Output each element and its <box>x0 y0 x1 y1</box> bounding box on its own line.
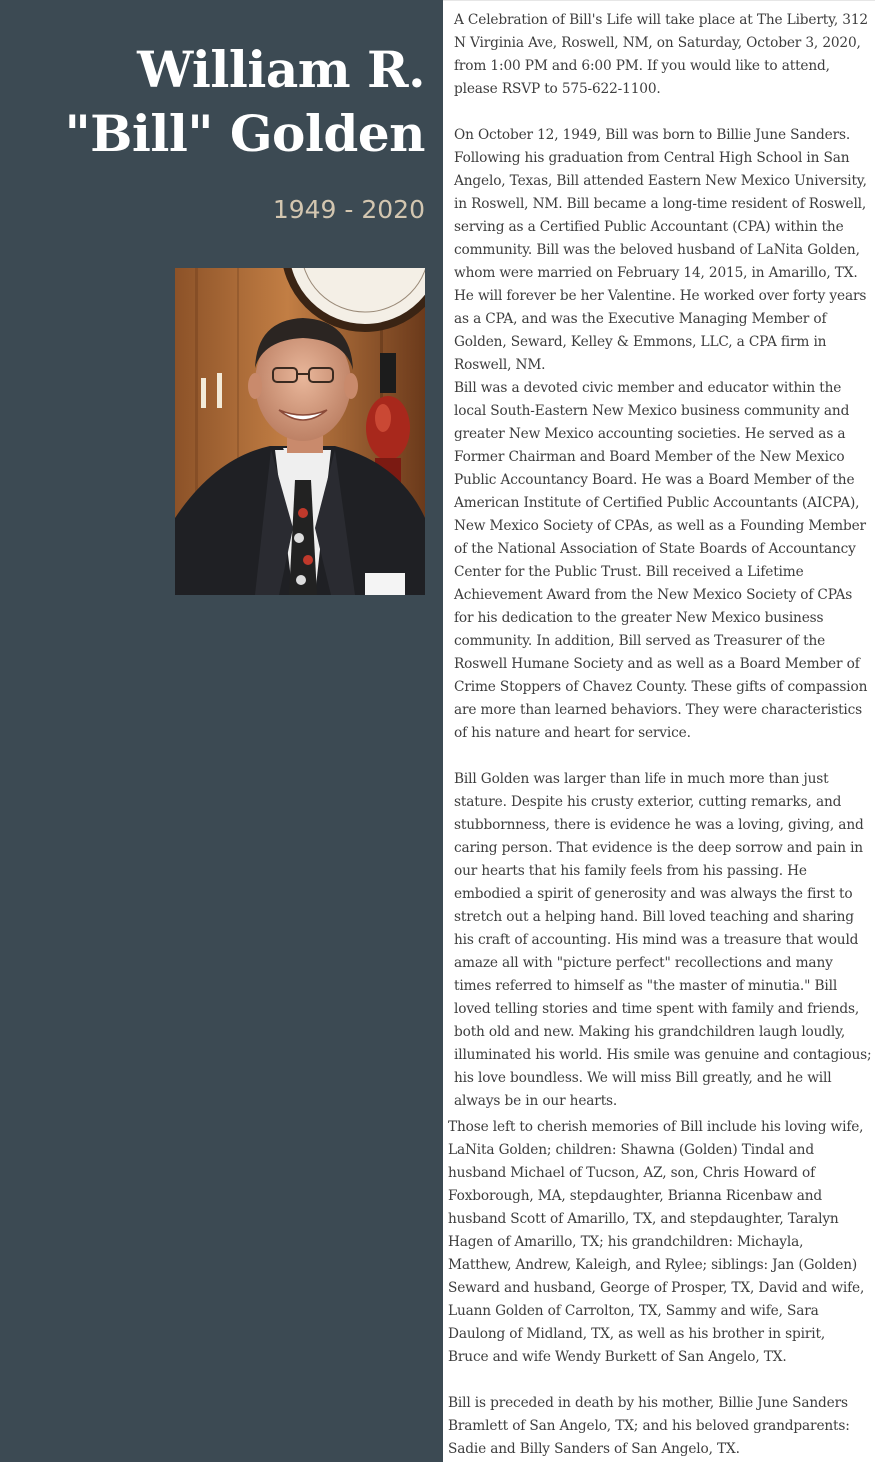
biography-paragraph: On October 12, 1949, Bill was born to Billie June Sanders. Following his graduation from Central High School in San Angelo, Texas, Bill attended Eastern New Mexico University, in Roswell, NM. Bill became a long-time resident of Roswell, serving as a Certified Public Accountant (CPA) within the community. Bill was the beloved husband of LaNita Golden, whom were married on February 14, 2015, in Amarillo, TX. He will forever be her Valentine. He worked over forty years as a CPA, and was the Executive Managing Member of Golden, Seward, Kelley & Emmons, LLC, a CPA firm in Roswell, NM. <box>454 127 867 373</box>
character-paragraph: Bill Golden was larger than life in much more than just stature. Despite his crusty exterior, cutting remarks, and stubbornness, there is evidence he was a loving, giving, and caring person. That evidence is the deep sorrow and pain in our hearts that his family feels from his passing. He embodied a spirit of generosity and was always the first to stretch out a helping hand. Bill loved teaching and sharing his craft of accounting. His mind was a treasure that would amaze all with "picture perfect" recollections and many times referred to himself as "the master of minutia." Bill loved telling stories and time spent with family and friends, both old and new. Making his grandchildren laugh loudly, illuminated his world. His smile was genuine and contagious; his love boundless. We will miss Bill greatly, and he will always be in our hearts. <box>454 771 872 1109</box>
obituary-text <box>443 0 875 1462</box>
portrait-photo <box>175 268 425 595</box>
civic-service-paragraph: Bill was a devoted civic member and educator within the local South-Eastern New Mexico business community and greater New Mexico accounting societies. He served as a Former Chairman and Board Member of the New Mexico Public Accountancy Board. He was a Board Member of the American Institute of Certified Public Accountants (AICPA), New Mexico Society of CPAs, as well as a Founding Member of the National Association of State Boards of Accountancy Center for the Public Trust. Bill received a Lifetime Achievement Award from the New Mexico Society of CPAs for his dedication to the greater New Mexico business community. In addition, Bill served as Treasurer of the Roswell Humane Society and as well as a Board Member of Crime Stoppers of Chavez County. These gifts of compassion are more than learned behaviors. They were characteristics of his nature and heart for service. <box>454 380 868 741</box>
preceded-paragraph: Bill is preceded in death by his mother, Billie June Sanders Bramlett of San Angelo, TX; and his beloved grandparents: Sadie and Billy Sanders of San Angelo, TX. <box>448 1395 850 1457</box>
life-dates: 1949 - 2020 <box>272 195 425 224</box>
celebration-paragraph: A Celebration of Bill's Life will take place at The Liberty, 312 N Virginia Ave, Roswell, NM, on Saturday, October 3, 2020, from 1:00 PM and 6:00 PM. If you would like to attend, please RSVP to 575-622-1100. <box>454 12 868 97</box>
deceased-name: William R. "Bill" Golden <box>64 40 425 163</box>
survivors-paragraph: Those left to cherish memories of Bill include his loving wife, LaNita Golden; children: Shawna (Golden) Tindal and husband Michael of Tucson, AZ, son, Chris Howard of Foxborough, MA, stepdaughter, Brianna Ricenbaw and husband Scott of Amarillo, TX, and stepdaughter, Taralyn Hagen of Amarillo, TX; his grandchildren: Michayla, Matthew, Andrew, Kaleigh, and Rylee; siblings: Jan (Golden) Seward and husband, George of Prosper, TX, David and wife, Luann Golden of Carrolton, TX, Sammy and wife, Sara Daulong of Midland, TX, as well as his brother in spirit, Bruce and wife Wendy Burkett of San Angelo, TX. <box>448 1119 865 1365</box>
portrait-image <box>175 268 425 595</box>
